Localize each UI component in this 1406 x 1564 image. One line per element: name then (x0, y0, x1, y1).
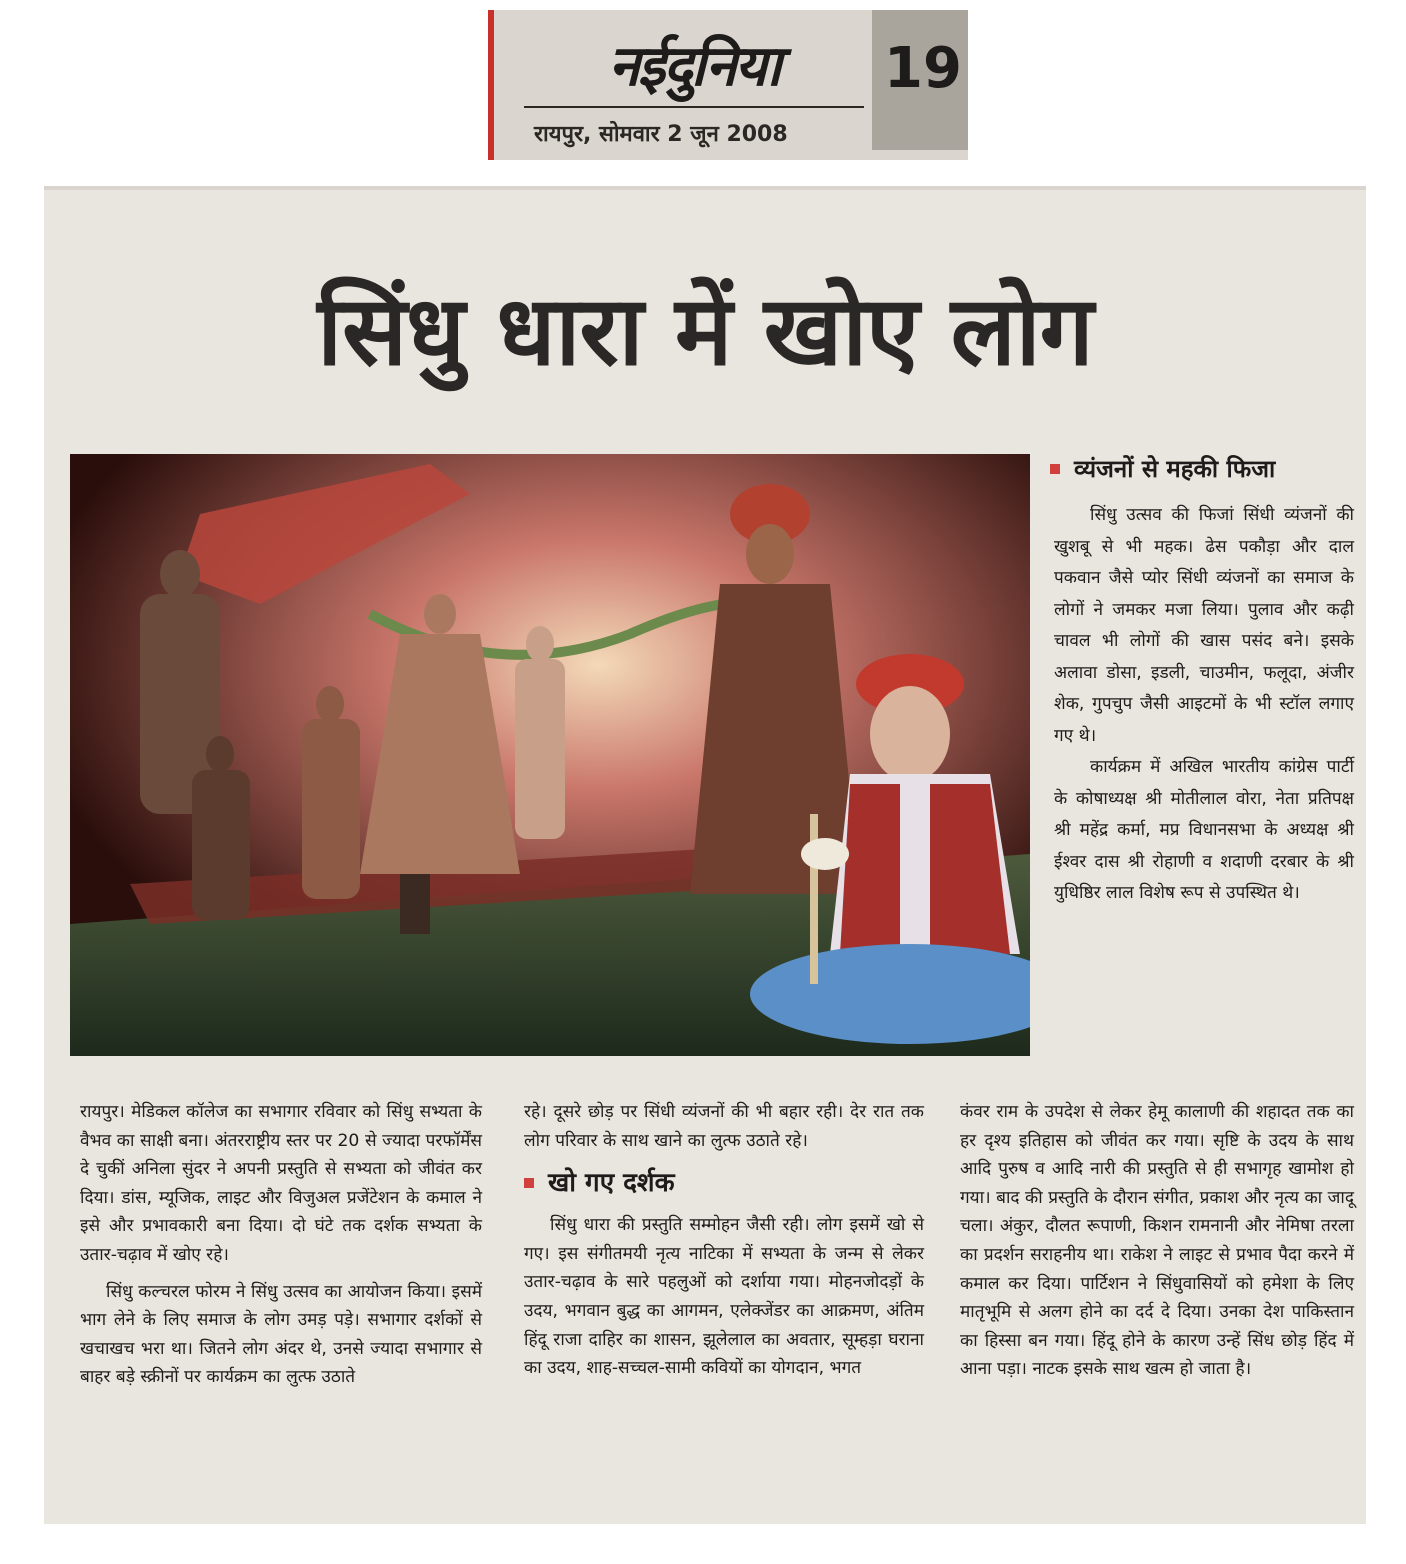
sidebar-heading (1050, 452, 1354, 486)
performance-photo (70, 454, 1030, 1056)
body-paragraph: सिंधु धारा की प्रस्तुति सम्मोहन जैसी रही। लोग इसमें खो से गए। इस संगीतमयी नृत्य नाटिका में सभ्यता के जन्म से लेकर उतार-चढ़ाव के सारे पहलुओं को दर्शाया गया। मोहनजोदड़ों के उदय, भगवान बुद्ध का आगमन, एलेक्जेंडर का आक्रमण, अंतिम हिंदू राजा दाहिर का शासन, झूलेलाल का अवतार, सूम्हड़ा घराना का उदय, शाह-सच्चल-सामी कवियों का योगदान, भगत (524, 1215, 924, 1379)
red-square-bullet-icon (1050, 464, 1060, 474)
newspaper-logo: नईदुनिया (608, 34, 780, 99)
article-clipping (44, 186, 1366, 1524)
sidebar-paragraph: सिंधु उत्सव की फिजां सिंधी व्यंजनों की खुशबू से भी महक। ढेस पकौड़ा और दाल पकवान जैसे प्योर सिंधी व्यंजनों का समाज के लोगों ने जमकर मजा लिया। पुलाव और कढ़ी चावल भी लोगों की खास पसंद बने। इसके अलावा डोसा, इडली, चाउमीन, फलूदा, अंजीर शेक, गुपचुप जैसी आइटमों के भी स्टॉल लगाए गए थे। (1054, 505, 1354, 746)
sidebar-story (1050, 452, 1354, 1052)
body-column-2 (524, 1098, 924, 1391)
stage-illustration (70, 454, 1030, 1056)
body-column-1 (80, 1098, 482, 1400)
sidebar-paragraph: कार्यक्रम में अखिल भारतीय कांग्रेस पार्टी के कोषाध्यक्ष श्री मोतीलाल वोरा, नेता प्रतिपक्ष श्री महेंद्र कर्मा, मप्र विधानसभा के अध्यक्ष श्री ईश्वर दास श्री रोहाणी व शदाणी दरबार के श्री युधिष्ठिर लाल विशेष रूप से उपस्थित थे। (1054, 757, 1354, 903)
body-column-3 (960, 1098, 1354, 1392)
body-paragraph: कंवर राम के उपदेश से लेकर हेमू कालाणी की शहादत तक का हर दृश्य इतिहास को जीवंत कर गया। सृष्टि के उदय के साथ आदि पुरुष व आदि नारी की प्रस्तुति से ही सभागृह खामोश हो गया। बाद की प्रस्तुति के दौरान संगीत, प्रकाश और नृत्य का जादू चला। अंकुर, दौलत रूपाणी, किशन रामनानी और नेमिषा तरला का प्रदर्शन सराहनीय था। राकेश ने लाइट से प्रभाव पैदा करने में कमाल कर दिया। पार्टिशन ने सिंधुवासियों को हमेशा के लिए मातृभूमि से अलग होने का दर्द दे दिया। उनका देश पाकिस्तान का हिस्सा बन गया। हिंदू होने के कारण उन्हें सिंध छोड़ हिंद में आना पड़ा। नाटक इसके साथ खत्म हो जाता है। (960, 1102, 1354, 1380)
body-paragraph: रायपुर। मेडिकल कॉलेज का सभागार रविवार को सिंधु सभ्यता के वैभव का साक्षी बना। अंतरराष्ट्रीय स्तर पर 20 से ज्यादा परफॉर्मेंस दे चुकीं अनिला सुंदर ने अपनी प्रस्तुति से सभ्यता को जीवंत कर दिया। डांस, म्यूजिक, लाइट और विजुअल प्रजेंटेशन के कमाल ने इसे और प्रभावकारी बना दिया। दो घंटे तक दर्शक सभ्यता के उतार-चढ़ाव में खोए रहे। (80, 1102, 482, 1265)
page-number: 19 (884, 36, 962, 101)
sidebar-body (1054, 500, 1354, 910)
subheading-text: खो गए दर्शक (548, 1168, 675, 1199)
red-square-bullet-icon (524, 1178, 534, 1188)
masthead-clipping (488, 10, 968, 160)
subheading (524, 1163, 924, 1203)
sidebar-heading-text: व्यंजनों से महकी फिजा (1074, 455, 1276, 483)
masthead-rule (524, 106, 864, 108)
headline: सिंधु धारा में खोए लोग (317, 275, 1093, 387)
dateline: रायपुर, सोमवार 2 जून 2008 (534, 122, 788, 147)
body-paragraph: सिंधु कल्चरल फोरम ने सिंधु उत्सव का आयोजन किया। इसमें भाग लेने के लिए समाज के लोग उमड़ पड़े। सभागार दर्शकों से खचाखच भरा था। जितने लोग अंदर थे, उनसे ज्यादा सभागार से बाहर बड़े स्क्रीनों पर कार्यक्रम का लुत्फ उठाते (80, 1281, 482, 1388)
body-paragraph: रहे। दूसरे छोड़ पर सिंधी व्यंजनों की भी बहार रही। देर रात तक लोग परिवार के साथ खाने का लुत्फ उठाते रहे। (524, 1102, 924, 1151)
